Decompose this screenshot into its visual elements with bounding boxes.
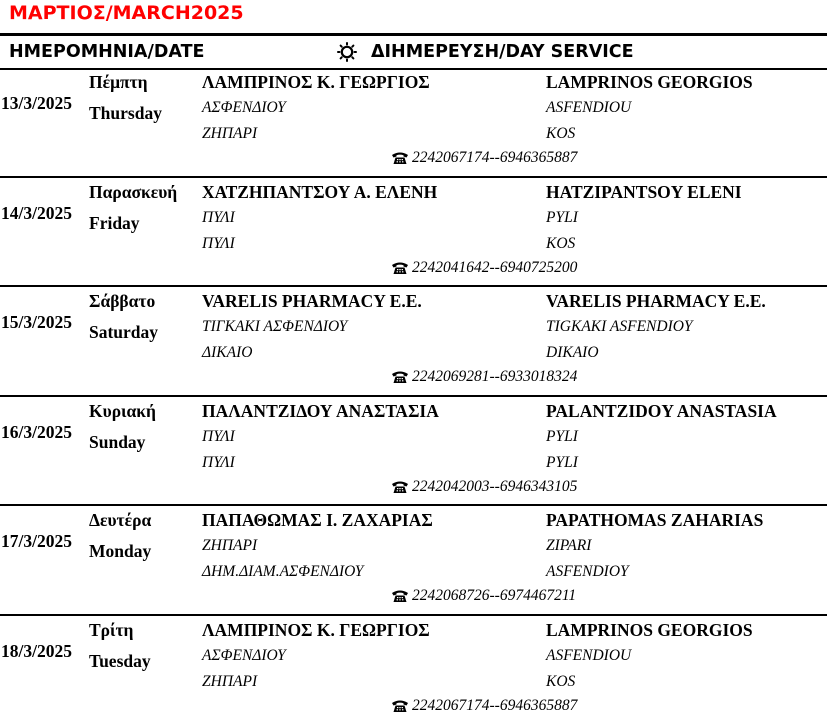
phone-numbers: 2242041642--6940725200 bbox=[412, 259, 578, 276]
duty-entry bbox=[0, 180, 827, 290]
telephone-icon bbox=[391, 261, 409, 275]
service-column-label: ΔΙΗΜΕΡΕΥΣΗ/DAY SERVICE bbox=[371, 42, 634, 62]
phone-numbers: 2242069281--6933018324 bbox=[412, 368, 578, 385]
pharmacy-name-greek: ΧΑΤΖΗΠΑΝΤΣΟΥ Α. ΕΛΕΝΗ bbox=[202, 182, 438, 202]
service-column-header bbox=[337, 42, 634, 62]
duty-entry bbox=[0, 618, 827, 728]
address-line1-english: TIGKAKI ASFENDIOY bbox=[546, 318, 693, 335]
address-line1-greek: ΤΙΓΚΑΚΙ ΑΣΦΕΝΔΙΟΥ bbox=[202, 318, 348, 335]
address-line2-english: KOS bbox=[546, 125, 576, 142]
entry-day-greek: Κυριακή bbox=[89, 401, 156, 421]
pharmacy-name-english: HATZIPANTSOY ELENI bbox=[546, 182, 742, 202]
telephone-icon bbox=[391, 589, 409, 603]
address-line1-greek: ΠΥΛΙ bbox=[202, 209, 235, 226]
pharmacy-name-greek: ΛΑΜΠΡΙΝΟΣ Κ. ΓΕΩΡΓΙΟΣ bbox=[202, 72, 430, 92]
phone-numbers: 2242042003--6946343105 bbox=[412, 478, 578, 495]
address-line1-english: ASFENDIOU bbox=[546, 99, 632, 116]
pharmacy-name-english: LAMPRINOS GEORGIOS bbox=[546, 620, 753, 640]
pharmacy-name-greek: VARELIS PHARMACY E.E. bbox=[202, 291, 422, 311]
telephone-icon bbox=[391, 480, 409, 494]
page-title: ΜΑΡΤΙΟΣ/MARCH2025 bbox=[9, 2, 244, 24]
entry-day-greek: Παρασκευή bbox=[89, 182, 178, 202]
pharmacy-name-english: PAPATHOMAS ZAHARIAS bbox=[546, 510, 764, 530]
entry-day-english: Saturday bbox=[89, 322, 159, 342]
entry-separator-rule bbox=[0, 614, 827, 616]
entry-separator-rule bbox=[0, 176, 827, 178]
address-line2-english: PYLI bbox=[546, 454, 578, 471]
entry-separator-rule bbox=[0, 504, 827, 506]
pharmacy-name-english: VARELIS PHARMACY E.E. bbox=[546, 291, 766, 311]
phone-row bbox=[391, 697, 577, 715]
telephone-icon bbox=[391, 151, 409, 165]
address-line1-greek: ΑΣΦΕΝΔΙΟΥ bbox=[202, 99, 286, 116]
entry-day-greek: Δευτέρα bbox=[89, 510, 152, 530]
duty-entry bbox=[0, 70, 827, 180]
entry-day-greek: Πέμπτη bbox=[89, 72, 148, 92]
address-line1-greek: ΠΥΛΙ bbox=[202, 428, 235, 445]
phone-row bbox=[391, 149, 577, 167]
address-line1-greek: ΖΗΠΑΡΙ bbox=[202, 537, 258, 554]
header-top-rule bbox=[0, 33, 827, 36]
entry-date: 15/3/2025 bbox=[1, 312, 72, 332]
address-line2-greek: ΖΗΠΑΡΙ bbox=[202, 673, 258, 690]
phone-row bbox=[391, 478, 577, 496]
address-line1-english: PYLI bbox=[546, 428, 578, 445]
entry-day-english: Monday bbox=[89, 541, 152, 561]
entry-date: 18/3/2025 bbox=[1, 641, 72, 661]
date-column-header: ΗΜΕΡΟΜΗΝΙΑ/DATE bbox=[9, 42, 205, 62]
duty-entry bbox=[0, 399, 827, 509]
entry-day-greek: Τρίτη bbox=[89, 620, 134, 640]
address-line1-english: PYLI bbox=[546, 209, 578, 226]
entry-day-english: Tuesday bbox=[89, 651, 151, 671]
entry-day-english: Sunday bbox=[89, 432, 146, 452]
entry-day-english: Friday bbox=[89, 213, 140, 233]
address-line2-english: DIKAIO bbox=[546, 344, 599, 361]
pharmacy-name-english: LAMPRINOS GEORGIOS bbox=[546, 72, 753, 92]
telephone-icon bbox=[391, 370, 409, 384]
phone-row bbox=[391, 587, 576, 605]
address-line2-greek: ΔΗΜ.ΔΙΑΜ.ΑΣΦΕΝΔΙΟΥ bbox=[202, 563, 364, 580]
entry-day-greek: Σάββατο bbox=[89, 291, 156, 311]
entry-separator-rule bbox=[0, 285, 827, 287]
entry-date: 14/3/2025 bbox=[1, 203, 72, 223]
address-line2-english: KOS bbox=[546, 235, 576, 252]
entry-separator-rule bbox=[0, 395, 827, 397]
entry-day-english: Thursday bbox=[89, 103, 162, 123]
address-line1-english: ASFENDIOU bbox=[546, 647, 632, 664]
address-line2-greek: ΠΥΛΙ bbox=[202, 235, 235, 252]
entry-date: 13/3/2025 bbox=[1, 93, 72, 113]
telephone-icon bbox=[391, 699, 409, 713]
pharmacy-name-greek: ΛΑΜΠΡΙΝΟΣ Κ. ΓΕΩΡΓΙΟΣ bbox=[202, 620, 430, 640]
duty-entry bbox=[0, 508, 827, 618]
phone-numbers: 2242067174--6946365887 bbox=[412, 697, 578, 714]
address-line2-greek: ΔΙΚΑΙΟ bbox=[202, 344, 253, 361]
pharmacy-name-greek: ΠΑΛΑΝΤΖΙΔΟΥ ΑΝΑΣΤΑΣΙΑ bbox=[202, 401, 439, 421]
phone-row bbox=[391, 259, 577, 277]
phone-row bbox=[391, 368, 577, 386]
address-line2-greek: ΠΥΛΙ bbox=[202, 454, 235, 471]
phone-numbers: 2242068726--6974467211 bbox=[412, 587, 577, 604]
pharmacy-name-greek: ΠΑΠΑΘΩΜΑΣ Ι. ΖΑΧΑΡΙΑΣ bbox=[202, 510, 433, 530]
address-line1-english: ZIPARI bbox=[546, 537, 592, 554]
address-line2-english: KOS bbox=[546, 673, 576, 690]
address-line1-greek: ΑΣΦΕΝΔΙΟΥ bbox=[202, 647, 286, 664]
sun-icon bbox=[337, 42, 357, 62]
pharmacy-name-english: PALANTZIDOY ANASTASIA bbox=[546, 401, 777, 421]
address-line2-greek: ΖΗΠΑΡΙ bbox=[202, 125, 258, 142]
entry-date: 17/3/2025 bbox=[1, 531, 72, 551]
duty-entry bbox=[0, 289, 827, 399]
address-line2-english: ASFENDIOY bbox=[546, 563, 629, 580]
entry-date: 16/3/2025 bbox=[1, 422, 72, 442]
phone-numbers: 2242067174--6946365887 bbox=[412, 149, 578, 166]
